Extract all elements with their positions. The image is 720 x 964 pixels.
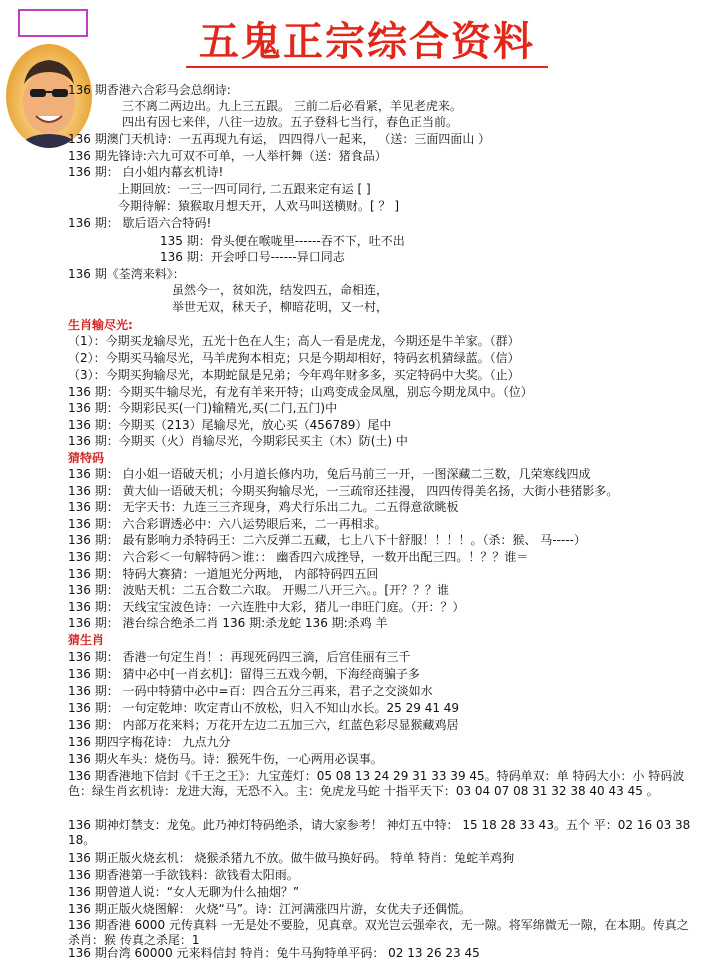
text-line: 136 期： 六合彩＜一句解特码＞谁：： 幽香四六成挫导，一数开出配三四。！？？谁＝ (68, 550, 529, 564)
section-heading: 生肖输尽光: (68, 318, 133, 332)
text-paragraph: 136 期香港地下信封《千王之王》：九宝莲灯：05 08 13 24 29 31 33 39 45。特码单双：单 特码大小：小 特码波色：绿生肖玄机诗：龙进大海，无恐不入。主：免虎龙马蛇 十指平天下：03 04 07 08 31 32 38 40 43 45 。 (68, 769, 685, 798)
text-line: 136 期《荃湾来料》： (68, 267, 185, 281)
text-line: 136 期先锋诗:六九可双不可单，一人举杆舞（送：猪食品） (68, 149, 387, 163)
text-line: 136 期：开会呼口号------异口同志 (160, 250, 345, 264)
text-line: 136 期： 港台综合绝杀二肖 136 期:杀龙蛇 136 期:杀鸡 羊 (68, 616, 388, 630)
text-line: 136 期： 波贴天机：二五合数二六取。 开赐二八开三六。。[开？？？谁 (68, 583, 450, 597)
text-line: 136 期正版火烧玄机： 烧猴杀猪九不放。做牛做马换好码。 特单 特肖：兔蛇羊鸡狗 (68, 851, 515, 865)
text-line: 136 期：今期买（213）尾输尽光，放心买（456789）尾中 (68, 418, 392, 432)
text-line: 136 期香港第一手欲钱料：欲钱看太阳雨。 (68, 868, 299, 882)
section-heading: 猜生肖 (68, 633, 105, 647)
text-line: 136 期： 天线宝宝波色诗：一六连胜中大彩，猪儿一串旺门庭。（开：？） (68, 600, 465, 614)
text-line: 136 期： 最有影响力杀特码王：二六反弹二五藏，七上八下十舒服！！！！。（杀：猴、 马-----） (68, 533, 587, 547)
text-line: 136 期：今期买牛输尽光，有龙有羊来开特；山鸡变成金凤凰，别忘今期龙凤中。（位） (68, 385, 533, 399)
text-line: 136 期火车头：烧伤马。诗：猴死牛伤，一心两用必误事。 (68, 752, 383, 766)
text-line: 136 期四字梅花诗： 九点九分 (68, 735, 231, 749)
text-line: 136 期台湾 60000 元来料信封 特肖：兔牛马狗特单平码： 02 13 26 23 45 (68, 946, 480, 960)
text-line: 136 期： 白小姐内幕玄机诗! (68, 165, 224, 179)
text-line: 136 期香港六合彩马会总纲诗: (68, 83, 231, 97)
text-line: 136 期澳门天机诗：一五再现九有运， 四四得八一起来， （送：三面四面山 ） (68, 132, 491, 146)
text-line: 136 期： 香港一句定生肖！：再现死码四三滴，后宫佳丽有三千 (68, 650, 411, 664)
text-line: 虽然今一，贫如洗，结发四五，命相连， (172, 283, 389, 297)
text-line: 136 期： 猜中必中[一肖玄机]：留得三五戏今朝，下海经商骗子多 (68, 667, 420, 681)
text-line: 135 期：骨头便在喉咙里------吞不下，吐不出 (160, 234, 405, 248)
text-line: 136 期： 一码中特猜中必中=百：四合五分三再来，君子之交淡如水 (68, 684, 433, 698)
text-line: 三不离二两边出。九上三五跟。 三前二后必看紧，羊见老虎来。 (122, 99, 462, 113)
section-heading: 猜特码 (68, 451, 105, 465)
text-paragraph: 136 期神灯禁支：龙兔。此乃神灯特码绝杀，请大家参考！ 神灯五中特： 15 18 28 33 43。五个 平：02 16 03 38 18。 (68, 818, 691, 847)
text-line: 四出有因七来伴，八往一边放。五子登科七当行，春色正当前。 (122, 115, 459, 129)
text-line: 136 期： 白小姐一语破天机；小月道长修内功，兔后马前三一开，一图深藏二三数，几荣寒线四成 (68, 467, 591, 481)
text-line: 上期回放：一三一四可同行, 二五跟来定有运 [ ] (118, 182, 371, 196)
text-line: 136 期正版火烧图解： 火烧“马”。诗：江河满涨四片游，女优夫子还偶慌。 (68, 902, 471, 916)
text-line: 136 期： 歇后语六合特码! (68, 216, 212, 230)
text-line: （3）：今期买狗输尽光，本期蛇鼠是兄弟；今年鸡年财多多，买定特码中大奖。（止） (68, 368, 520, 382)
text-line: 136 期： 六合彩谓透必中：六八运势眼后来，二一再相求。 (68, 517, 387, 531)
text-line: 136 期： 一句定乾坤：吹定青山不放松，归入不知山水长。25 29 41 49 (68, 701, 460, 715)
text-line: 136 期： 内部万花来料；万花开左边二五加三六，红蓝色彩尽显猴藏鸡居 (68, 718, 459, 732)
text-line: 136 期：今期彩民买(一门)输精光,买(二门,五门)中 (68, 401, 338, 415)
text-line: （2）：今期买马输尽光，马羊虎狗本相克；只是今期却相好，特码玄机猜绿蓝。（信） (68, 351, 520, 365)
page-title: 五鬼正宗综合资料 (199, 18, 535, 65)
text-line: 今期待解：猿猴取月想天开，人欢马叫送横财。[ ？ ] (118, 199, 399, 213)
text-line: 136 期： 特码大赛猜：一道旭光分两地， 内部特码四五回 (68, 567, 379, 581)
text-line: 136 期曾道人说：“女人无聊为什么抽烟？” (68, 885, 300, 899)
text-paragraph: 136 期香港 6000 元传真料 一无是处不要脸，见真章。双光岂云强牵衣，无一隙。将军绵微无一隙，在本期。传真之杀肖：猴 传真之杀尾：1 (68, 918, 689, 947)
text-line: 136 期：今期买（火）肖输尽光，今期彩民买主（木）防(土) 中 (68, 434, 408, 448)
text-line: （1）：今期买龙输尽光，五光十色在人生；高人一看是虎龙，今期还是牛羊家。（群） (68, 334, 520, 348)
text-line: 举世无双，秫天子，柳暗花明，又一村， (172, 300, 389, 314)
text-line: 136 期： 无字天书：九连三三齐现身，鸡犬行乐出二九。二五得意欲眺板 (68, 500, 459, 514)
text-line: 136 期： 黄大仙一语破天机；今期买狗输尽光，一三疏帘还挂漫， 四四传得美名扬，大街小巷猪影多。 (68, 484, 619, 498)
